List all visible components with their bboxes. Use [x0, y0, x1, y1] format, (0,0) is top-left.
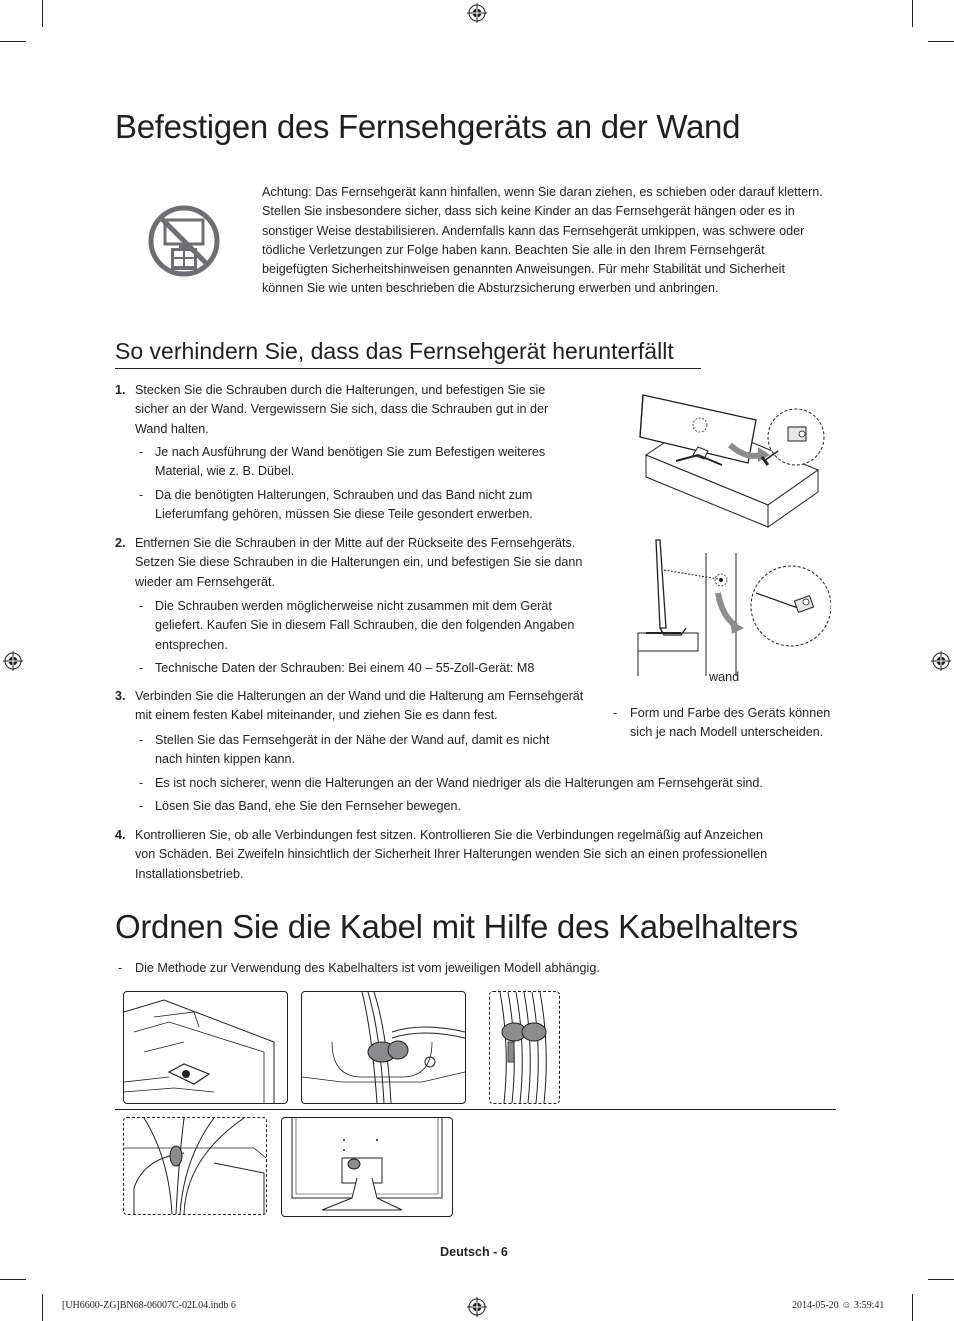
step-note: Da die benötigten Halterungen, Schrauben und das Band nicht zum Lieferumfang gehören, müssen Sie diese Teile gesondert erwerben.	[155, 488, 533, 522]
step-note: Die Schrauben werden möglicherweise nicht zusammen mit dem Gerät geliefert. Kaufen Sie in diesem Fall Schrauben, die den folgenden Angaben entsprechen.	[155, 599, 575, 652]
step-note: Technische Daten der Schrauben: Bei einem 40 – 55-Zoll-Gerät: M8	[155, 661, 535, 675]
figure-note: Form und Farbe des Geräts können sich je nach Modell unterscheiden.	[630, 706, 831, 740]
registration-mark-icon	[467, 1297, 487, 1317]
divider	[115, 1109, 836, 1110]
registration-mark-icon	[3, 651, 23, 671]
page-number: Deutsch - 6	[440, 1245, 508, 1259]
crop-mark	[42, 0, 43, 27]
crop-mark	[928, 41, 954, 42]
crop-mark	[912, 1294, 913, 1321]
no-climbing-on-tv-icon	[148, 205, 220, 277]
step-note: Stellen Sie das Fernsehgerät in der Nähe der Wand auf, damit es nicht nach hinten kippen kann.	[155, 733, 550, 767]
note-dash: -	[139, 733, 144, 747]
crop-mark	[912, 0, 913, 27]
step-text: Kontrollieren Sie, ob alle Verbindungen fest sitzen. Kontrollieren Sie die Verbindungen regelmäßig auf Anzeichen von Schäden. Bei Zweifeln hinsichtlich der Sicherheit Ihrer Halterungen wenden Sie sich an einen professionellen Installationsbetrieb.	[135, 828, 768, 881]
wall-label: wand	[709, 670, 740, 684]
cable-holder-figure-4	[123, 1117, 267, 1215]
crop-mark	[0, 1279, 26, 1280]
tv-stand-illustration	[638, 385, 828, 530]
step-number: 4.	[115, 828, 126, 842]
section-heading-underline	[115, 368, 701, 369]
step-number: 3.	[115, 689, 126, 703]
note-dash: -	[139, 799, 144, 813]
step-note: Lösen Sie das Band, ehe Sie den Fernseher bewegen.	[155, 799, 461, 813]
registration-mark-icon	[931, 651, 951, 671]
step-number: 1.	[115, 383, 126, 397]
step-text: Entfernen Sie die Schrauben in der Mitte auf der Rückseite des Fernsehgeräts. Setzen Sie diese Schrauben in die Halterungen ein, und befestigen Sie sie dann wieder am Fernsehgerät.	[135, 536, 583, 589]
cable-holder-figure-5	[281, 1117, 453, 1217]
section-title: Ordnen Sie die Kabel mit Hilfe des Kabelhalters	[115, 908, 798, 945]
note-dash: -	[139, 661, 144, 675]
warning-text: Achtung: Das Fernsehgerät kann hinfallen, wenn Sie daran ziehen, es schieben oder darauf klettern. Stellen Sie insbesondere sicher, dass sich keine Kinder an das Fernsehgerät hängen oder es in sonstiger Weise destabilisieren. Andernfalls kann das Fernsehgerät umkippen, was schwere oder tödliche Verletzungen zur Folge haben kann. Beachten Sie alle in den Ihrem Fernsehgerät beigefügten Sicherheitshinweisen genannten Anweisungen. Für mehr Stabilität und Sicherheit können Sie wie unten beschrieben die Absturzsicherung erwerben und anbringen.	[262, 185, 823, 296]
crop-mark	[0, 41, 26, 42]
step-note: Es ist noch sicherer, wenn die Halterungen an der Wand niedriger als die Halterungen am Fernsehgerät sind.	[155, 776, 763, 790]
section-heading: So verhindern Sie, dass das Fernsehgerät herunterfällt	[115, 338, 674, 364]
registration-mark-icon	[467, 3, 487, 23]
note-dash: -	[139, 776, 144, 790]
step-text: Stecken Sie die Schrauben durch die Halterungen, und befestigen Sie sie sicher an der Wand. Vergewissern Sie sich, dass die Schrauben gut in der Wand halten.	[135, 383, 549, 436]
step-number: 2.	[115, 536, 126, 550]
crop-mark	[42, 1294, 43, 1321]
step-text: Verbinden Sie die Halterungen an der Wand und die Halterung am Fernsehgerät mit einem festen Kabel miteinander, und ziehen Sie es dann fest.	[135, 689, 584, 723]
crop-mark	[928, 1279, 954, 1280]
print-timestamp: 2014-05-20 ☺ 3:59:41	[792, 1300, 885, 1311]
note-dash: -	[139, 445, 144, 459]
cable-holder-note: Die Methode zur Verwendung des Kabelhalters ist vom jeweiligen Modell abhängig.	[135, 961, 600, 975]
cable-holder-figure-1	[123, 991, 288, 1104]
step-note: Je nach Ausführung der Wand benötigen Sie zum Befestigen weiteres Material, wie z. B. Dübel.	[155, 445, 546, 479]
wall-side-view-illustration	[636, 538, 831, 678]
note-dash: -	[613, 706, 618, 720]
cable-holder-figure-3	[489, 991, 560, 1104]
note-dash: -	[118, 961, 123, 975]
page-title: Befestigen des Fernsehgeräts an der Wand	[115, 108, 741, 145]
cable-holder-figure-2	[301, 991, 466, 1104]
note-dash: -	[139, 488, 144, 502]
note-dash: -	[139, 599, 144, 613]
print-file-info: [UH6600-ZG]BN68-06007C-02L04.indb 6	[62, 1300, 236, 1311]
